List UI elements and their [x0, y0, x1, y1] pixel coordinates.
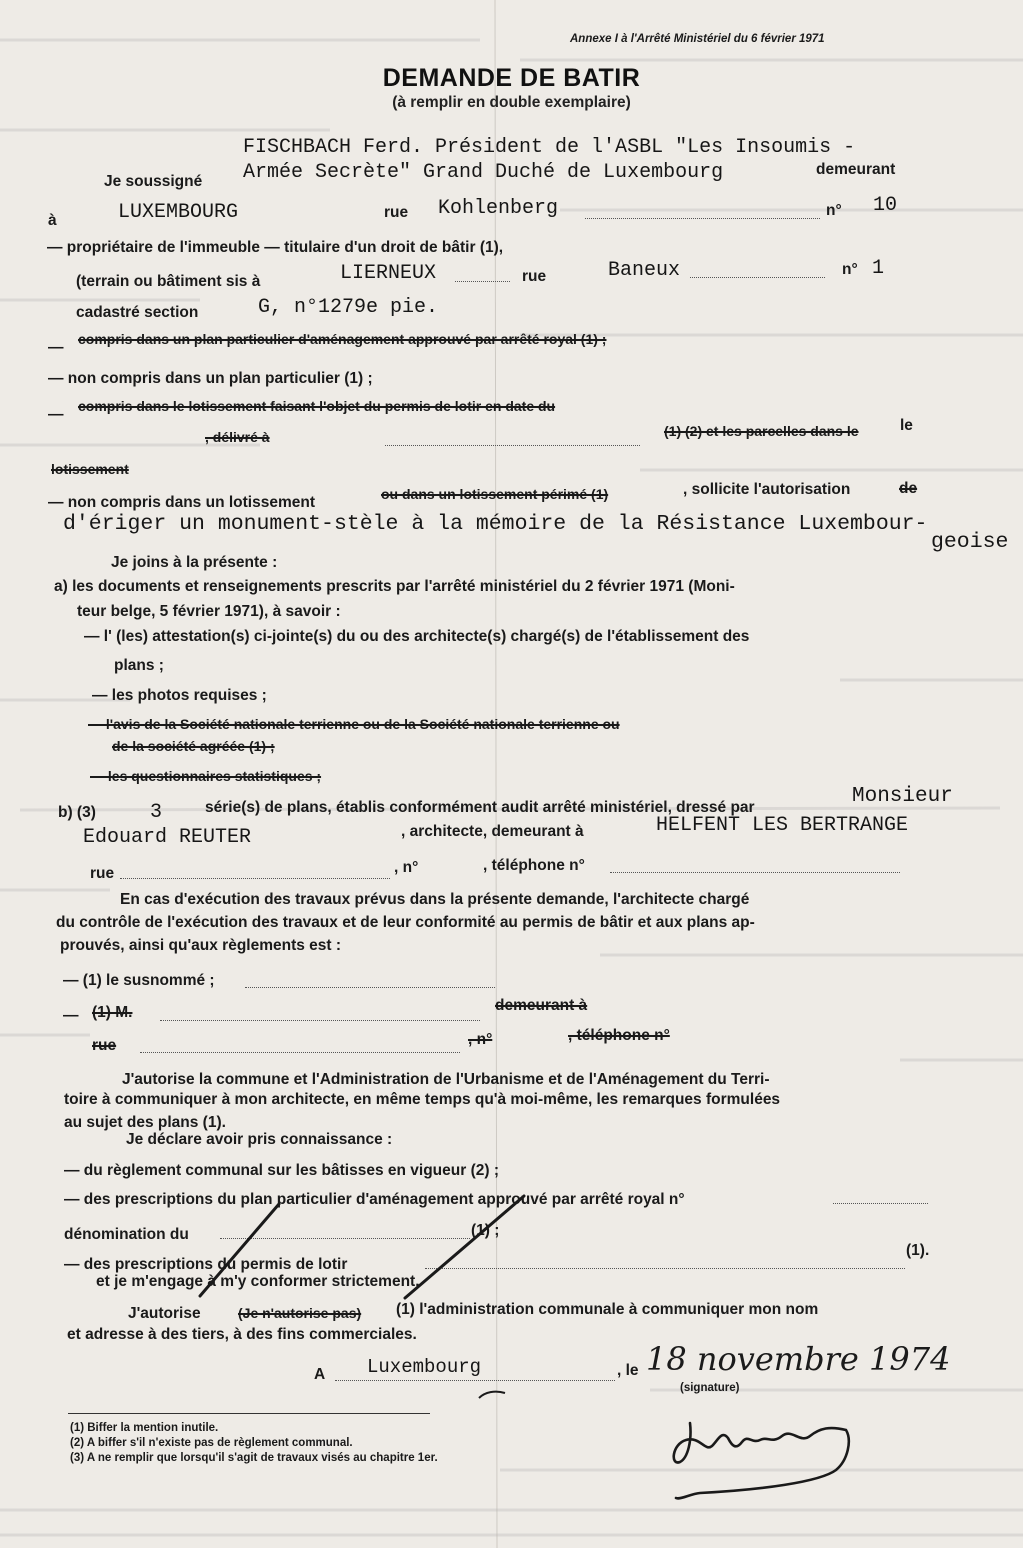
struck-je-nautorise-pas: (Je n'autorise pas)	[238, 1305, 362, 1321]
struck-execution-phone: , téléphone n°	[568, 1027, 670, 1044]
footnote-1: (1) Biffer la mention inutile.	[70, 1422, 219, 1434]
authorization-line3: au sujet des plans (1).	[64, 1114, 226, 1131]
attachment-a-line1: a) les documents et renseignements prescrits par l'arrêté ministériel du 2 février 1971 (Moni-	[54, 578, 735, 595]
cadastre-value: G, n°1279e pie.	[258, 296, 439, 319]
attachment-b-prefix: b) (3)	[58, 804, 96, 821]
attachment-a-line2: teur belge, 5 février 1971), à savoir :	[77, 603, 341, 620]
applicant-name-line1: FISCHBACH Ferd. Président de l'ASBL "Les Insoumis -	[243, 136, 856, 159]
dotted-line	[690, 277, 825, 278]
attachment-item1-line1: — l' (les) attestation(s) ci-jointe(s) du ou des architecte(s) chargé(s) de l'établissement des	[84, 628, 750, 645]
struck-parcelles-tail: le	[900, 417, 913, 434]
signature-place: Luxembourg	[367, 1356, 482, 1378]
form-title: DEMANDE DE BATIR	[382, 64, 641, 92]
struck-delivre: , délivré à	[205, 429, 270, 445]
dash-marker: —	[48, 339, 64, 356]
purpose-line1: d'ériger un monument-stèle à la mémoire de la Résistance Luxembour-	[63, 512, 928, 536]
struck-de: de	[899, 480, 918, 497]
signature-a-label: A	[314, 1366, 326, 1383]
attachment-b-monsieur: Monsieur	[852, 785, 953, 808]
struck-lotissement-word: lotissement	[51, 461, 129, 477]
attachments-intro: Je joins à la présente :	[111, 554, 278, 571]
architect-name: Edouard REUTER	[83, 826, 252, 849]
communication-b: (1) l'administration communale à communiquer mon nom	[396, 1301, 819, 1318]
dotted-line	[245, 987, 495, 988]
sollicite-autorisation: , sollicite l'autorisation	[683, 481, 851, 498]
property-no-label: n°	[842, 261, 858, 278]
connaissance-plan: — des prescriptions du plan particulier d'aménagement approuvé par arrêté royal n°	[64, 1191, 685, 1208]
architect-label: , architecte, demeurant à	[401, 823, 584, 840]
signature-caption: (signature)	[680, 1382, 740, 1394]
execution-option2-dash: —	[63, 1007, 79, 1024]
architect-city: HELFENT LES BERTRANGE	[656, 814, 909, 837]
signature-le-label: , le	[617, 1362, 639, 1379]
struck-parcelles: (1) (2) et les parcelles dans le	[664, 423, 859, 439]
dotted-line	[610, 872, 900, 873]
applicant-no-label: n°	[826, 202, 842, 219]
footnote-3: (3) A ne remplir que lorsqu'il s'agit de travaux visés au chapitre 1er.	[70, 1452, 438, 1464]
engagement: et je m'engage à m'y conformer strictement.	[96, 1273, 420, 1290]
connaissance-permis: — des prescriptions du permis de lotir	[64, 1256, 348, 1273]
struck-lotissement: compris dans le lotissement faisant l'objet du permis de lotir en date du	[78, 398, 556, 414]
dotted-line	[585, 218, 820, 219]
connaissance-permis-tail: (1).	[906, 1242, 930, 1259]
dotted-line	[220, 1238, 470, 1239]
struck-execution-no: , n°	[468, 1031, 493, 1048]
dotted-line	[335, 1380, 615, 1381]
applicant-a-label: à	[48, 212, 57, 229]
connaissance-plan-tail: (1) ;	[471, 1222, 500, 1239]
property-street: Baneux	[608, 259, 681, 282]
struck-lotissement-perime: ou dans un lotissement périmé (1)	[381, 486, 609, 502]
attachment-b-text: série(s) de plans, établis conformément audit arrêté ministériel, dressé par	[205, 799, 755, 816]
property-rue-label: rue	[522, 268, 547, 285]
attachment-item2: — les photos requises ;	[92, 687, 267, 704]
property-sis-label: (terrain ou bâtiment sis à	[76, 273, 261, 290]
property-number: 1	[872, 257, 885, 280]
dotted-line	[385, 445, 640, 446]
struck-plan-particulier: compris dans un plan particulier d'aménagement approuvé par arrêté royal (1) ;	[78, 331, 607, 347]
footnote-divider	[68, 1413, 430, 1414]
execution-line2: du contrôle de l'exécution des travaux et de leur conformité au permis de bâtir et aux plans ap-	[56, 914, 755, 931]
demeurant-label: demeurant	[816, 161, 896, 178]
dotted-line	[425, 1268, 905, 1269]
applicant-name-line2: Armée Secrète" Grand Duché de Luxembourg	[243, 161, 724, 184]
connaissance-reglement: — du règlement communal sur les bâtisses en vigueur (2) ;	[64, 1162, 499, 1179]
cadastre-label: cadastré section	[76, 304, 199, 321]
plan-series-count: 3	[150, 801, 163, 824]
struck-attachment-item4: — les questionnaires statistiques ;	[90, 768, 322, 784]
dotted-line	[455, 281, 510, 282]
architect-phone-label: , téléphone n°	[483, 857, 585, 874]
non-compris-lotissement: — non compris dans un lotissement	[48, 494, 315, 511]
owner-line: — propriétaire de l'immeuble — titulaire d'un droit de bâtir (1),	[47, 239, 504, 256]
footnote-2: (2) A biffer s'il n'existe pas de règlement communal.	[70, 1437, 353, 1449]
dotted-line	[833, 1203, 928, 1204]
applicant-label: Je soussigné	[104, 173, 203, 190]
annex-reference: Annexe I à l'Arrêté Ministériel du 6 février 1971	[570, 33, 825, 45]
execution-line1: En cas d'exécution des travaux prévus dans la présente demande, l'architecte chargé	[120, 891, 750, 908]
non-compris-plan: — non compris dans un plan particulier (1) ;	[48, 370, 373, 387]
architect-no-label: , n°	[394, 859, 419, 876]
attachment-item1-line2: plans ;	[114, 657, 164, 674]
dotted-line	[140, 1052, 460, 1053]
struck-execution-option2: (1) M.	[92, 1004, 133, 1021]
execution-option1: — (1) le susnommé ;	[63, 972, 215, 989]
purpose-line2: geoise	[931, 530, 1009, 554]
struck-attachment-item3-line2: de la société agréée (1) ;	[112, 738, 275, 754]
struck-execution-rue: rue	[92, 1037, 117, 1054]
dotted-line	[160, 1020, 480, 1021]
connaissance-intro: Je déclare avoir pris connaissance :	[126, 1131, 393, 1148]
form-subtitle: (à remplir en double exemplaire)	[392, 94, 631, 111]
dotted-line	[120, 878, 390, 879]
struck-execution-demeurant: demeurant à	[495, 997, 588, 1014]
applicant-city: LUXEMBOURG	[118, 201, 239, 224]
authorization-line1: J'autorise la commune et l'Administration de l'Urbanisme et de l'Aménagement du Terri-	[122, 1071, 770, 1088]
applicant-street: Kohlenberg	[438, 197, 559, 220]
communication-a: J'autorise	[128, 1305, 201, 1322]
architect-rue-label: rue	[90, 865, 115, 882]
struck-attachment-item3-line1: — l'avis de la Société nationale terrienne ou de la Société nationale terrienne ou	[88, 716, 620, 732]
connaissance-denomination: dénomination du	[64, 1226, 189, 1243]
applicant-rue-label: rue	[384, 204, 409, 221]
communication-line2: et adresse à des tiers, à des fins commerciales.	[67, 1326, 417, 1343]
applicant-number: 10	[873, 194, 898, 217]
authorization-line2: toire à communiquer à mon architecte, en même temps qu'à moi-même, les remarques formulées	[64, 1091, 781, 1108]
signature-date: 18 novembre 1974	[646, 1340, 951, 1378]
execution-line3: prouvés, ainsi qu'aux règlements est :	[60, 937, 342, 954]
property-place: LIERNEUX	[340, 262, 437, 285]
dash-marker: —	[48, 406, 64, 423]
